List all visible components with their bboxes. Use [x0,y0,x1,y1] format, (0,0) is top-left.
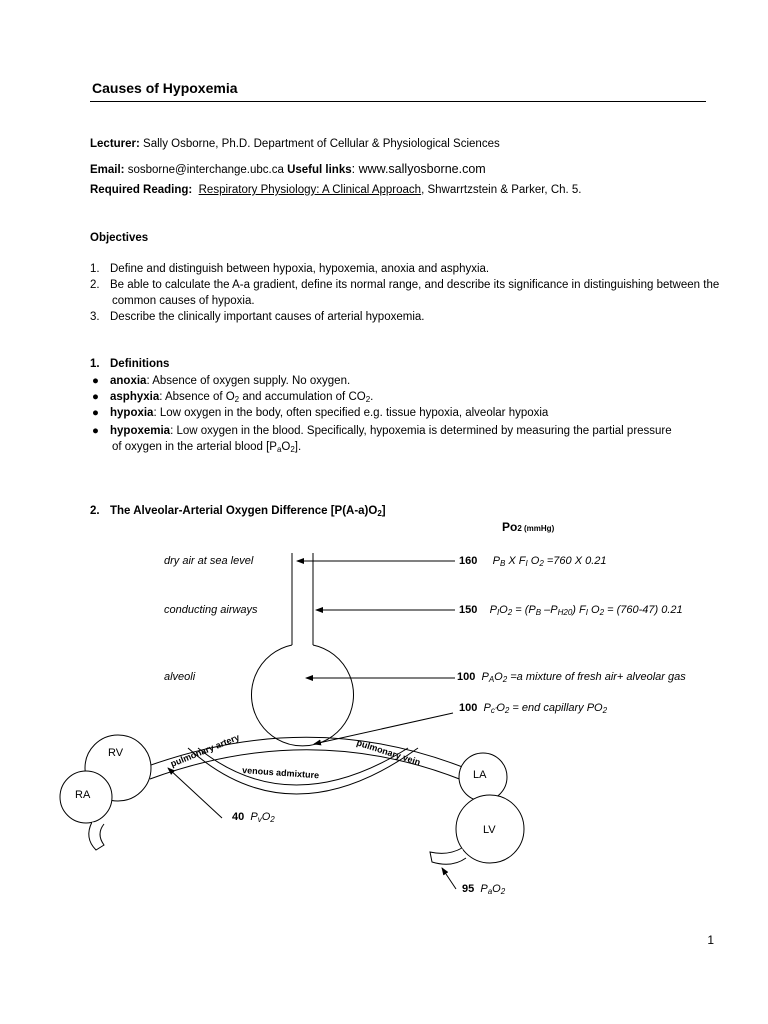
alveolus-circle [252,645,354,746]
row-alveoli: 100 $P_AO_2 =a$ mixture of fresh air+ alveolar gas [457,671,686,684]
arrow-arterial [442,868,456,889]
definition-hypoxia: hypoxia: Low oxygen in the body, often specified e.g. tissue hypoxia, alveolar hypoxia [110,407,549,419]
rv-label: RV [108,747,124,759]
aorta [430,848,466,864]
objectives-heading: Objectives [90,232,149,244]
ra-label: RA [75,789,91,801]
lv-label: LV [483,824,496,836]
bullet-icon: ● [92,391,99,403]
label-alveoli: alveoli [164,671,196,683]
po2-column-header: Po2 (mmHg) [502,520,555,534]
reading-label: Required Reading: [90,184,193,196]
definitions-heading: 1. Definitions [90,358,170,370]
definition-hypoxemia: hypoxemia: Low oxygen in the blood. Specifically, hypoxemia is determined by measuring the partial pressure [110,425,672,437]
reading-book: Respiratory Physiology: A Clinical Approach [198,184,422,196]
row-dry-air: 160 $P_B$ X $F_I$ $O_2 =760$ X 0.21 [459,555,607,568]
arrow-venous [168,768,222,818]
la-label: LA [473,769,487,781]
definition-anoxia: anoxia: Absence of oxygen supply. No oxygen. [110,375,351,387]
venous-admixture-label: venous admixture [241,765,320,781]
arrow-capillary [314,713,453,744]
row-arterial: 95 $P_aO_2$ [462,883,506,896]
vena-cava [89,822,104,850]
email-value[interactable]: sosborne@interchange.ubc.ca [124,164,284,176]
pulmonary-artery-label: pulmonary artery [169,732,241,769]
section2-heading: 2. The Alveolar-Arterial Oxygen Difference $[P(A-a)O_2]$ [90,505,386,518]
reading-rest: , Shwarrtzstein & Parker, Ch. 5. [421,184,582,196]
objective-1: 1. Define and distinguish between hypoxia, hypoxemia, anoxia and asphyxia. [90,263,490,275]
pulmonary-vein-label: pulmonary vein [355,737,422,768]
bullet-icon: ● [92,425,99,437]
objective-3: 3. Describe the clinically important causes of arterial hypoxemia. [90,311,425,323]
lecturer-label: Lecturer: [90,138,140,150]
lecturer-value: Sally Osborne, Ph.D. Department of Cellular & Physiological Sciences [139,138,500,150]
label-dry-air: dry air at sea level [164,555,254,567]
definition-hypoxemia-cont: of oxygen in the arterial blood $[P_aO_2]$. [112,441,302,454]
row-conducting: 150 $P_IO_2 = (P_B$ $-P_{H20}$) $F_I$ $O_2 = (760-47)$ 0.21 [459,604,683,617]
bullet-icon: ● [92,407,99,419]
definition-asphyxia: asphyxia: Absence of $O_2$ and accumulation of $CO_2$. [110,391,374,404]
useful-links-label: Useful links [283,164,352,176]
objective-2-cont: common causes of hypoxia. [112,295,255,307]
bullet-icon: ● [92,375,99,387]
row-capillary: 100 $P_{c'}O_2$ = end capillary $PO_2$ [459,702,608,715]
row-venous: 40 $P_vO_2$ [232,811,275,824]
label-conducting-airways: conducting airways [164,604,258,616]
useful-links-value[interactable]: : www.sallyosborne.com [351,162,486,176]
page-number: 1 [707,933,714,947]
page-title: Causes of Hypoxemia [92,80,238,96]
email-label: Email: [90,164,125,176]
objective-2: 2. Be able to calculate the A-a gradient, define its normal range, and describe its significance in distinguishing between the [90,279,720,291]
